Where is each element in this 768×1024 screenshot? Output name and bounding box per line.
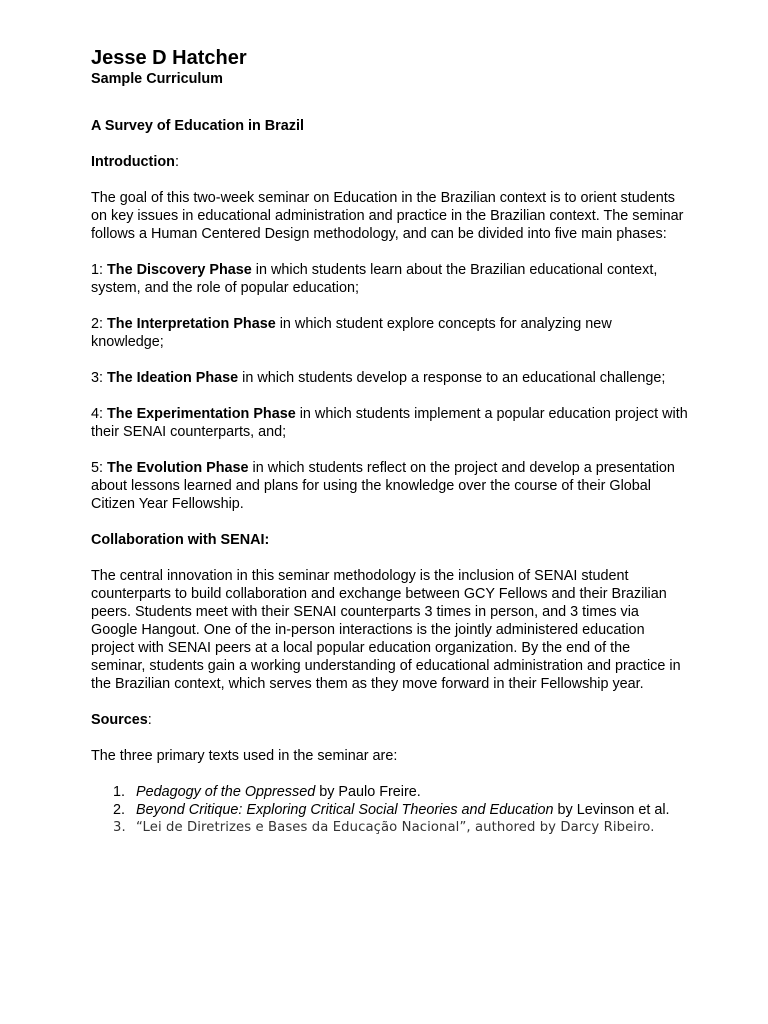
sources-heading [91, 711, 688, 729]
phase-item [91, 261, 688, 297]
phase-number: 1: [91, 262, 107, 278]
collaboration-heading-label: Collaboration with SENAI: [91, 532, 270, 548]
source-number: 2. [113, 802, 126, 818]
source-number: 3. [113, 820, 126, 835]
phase-item [91, 369, 688, 387]
source-title: Pedagogy of the Oppressed [136, 784, 316, 800]
phase-item [91, 315, 688, 351]
phase-description: in which students learn about the Brazilian educational context, system, and the role of popular education; [91, 262, 658, 296]
phase-name: The Experimentation Phase [107, 406, 296, 422]
document-subtitle: Sample Curriculum [91, 71, 223, 87]
source-number: 1. [113, 784, 126, 800]
collaboration-paragraph: The central innovation in this seminar methodology is the inclusion of SENAI student counterparts to build collaboration and exchange between GCY Fellows and their Brazilian peers. Students meet with their SENAI counterparts 3 times in person, and 3 times via Google Hangout. One of the in-person interactions is the jointly administered education project with SENAI peers at a local popular education organization. By the end of the seminar, students gain a working understanding of educational administration and practice in the Brazilian context, which serves them as they move forward in their Fellowship year. [91, 568, 681, 692]
phase-name: The Discovery Phase [107, 262, 252, 278]
phase-name: The Ideation Phase [107, 370, 239, 386]
phase-number: 3: [91, 370, 107, 386]
sources-heading-label: Sources [91, 712, 148, 728]
phase-number: 4: [91, 406, 107, 422]
source-details: by Paulo Freire. [315, 784, 421, 800]
source-details: by Levinson et al. [553, 802, 670, 818]
collaboration-heading [91, 531, 688, 549]
author-name: Jesse D Hatcher [91, 47, 247, 69]
sources-intro: The three primary texts used in the seminar are: [91, 748, 398, 764]
course-title: A Survey of Education in Brazil [91, 118, 304, 134]
phase-number: 2: [91, 316, 107, 332]
source-details: “Lei de Diretrizes e Bases da Educação Nacional”, authored by Darcy Ribeiro. [136, 820, 655, 835]
source-title: Beyond Critique: Exploring Critical Social Theories and Education [136, 802, 554, 818]
sources-list [91, 783, 688, 837]
introduction-heading-label: Introduction [91, 154, 175, 170]
phase-item [91, 459, 688, 513]
phase-number: 5: [91, 460, 107, 476]
phase-item [91, 405, 688, 441]
introduction-heading [91, 153, 688, 171]
phase-name: The Evolution Phase [107, 460, 249, 476]
introduction-paragraph: The goal of this two-week seminar on Education in the Brazilian context is to orient students on key issues in educational administration and practice in the Brazilian context. The seminar follows a Human Centered Design methodology, and can be divided into five main phases: [91, 190, 684, 242]
phase-description: in which students reflect on the project and develop a presentation about lessons learned and plans for using the knowledge over the course of their Global Citizen Year Fellowship. [91, 460, 675, 512]
phase-description: in which student explore concepts for analyzing new knowledge; [91, 316, 612, 350]
introduction-heading-colon: : [174, 154, 179, 170]
phase-name: The Interpretation Phase [107, 316, 276, 332]
phase-description: in which students develop a response to an educational challenge; [238, 370, 666, 386]
source-item [91, 801, 688, 819]
source-item [91, 783, 688, 801]
sources-heading-colon: : [147, 712, 152, 728]
source-item [91, 819, 688, 837]
phase-description: in which students implement a popular education project with their SENAI counterparts, and; [91, 406, 688, 440]
